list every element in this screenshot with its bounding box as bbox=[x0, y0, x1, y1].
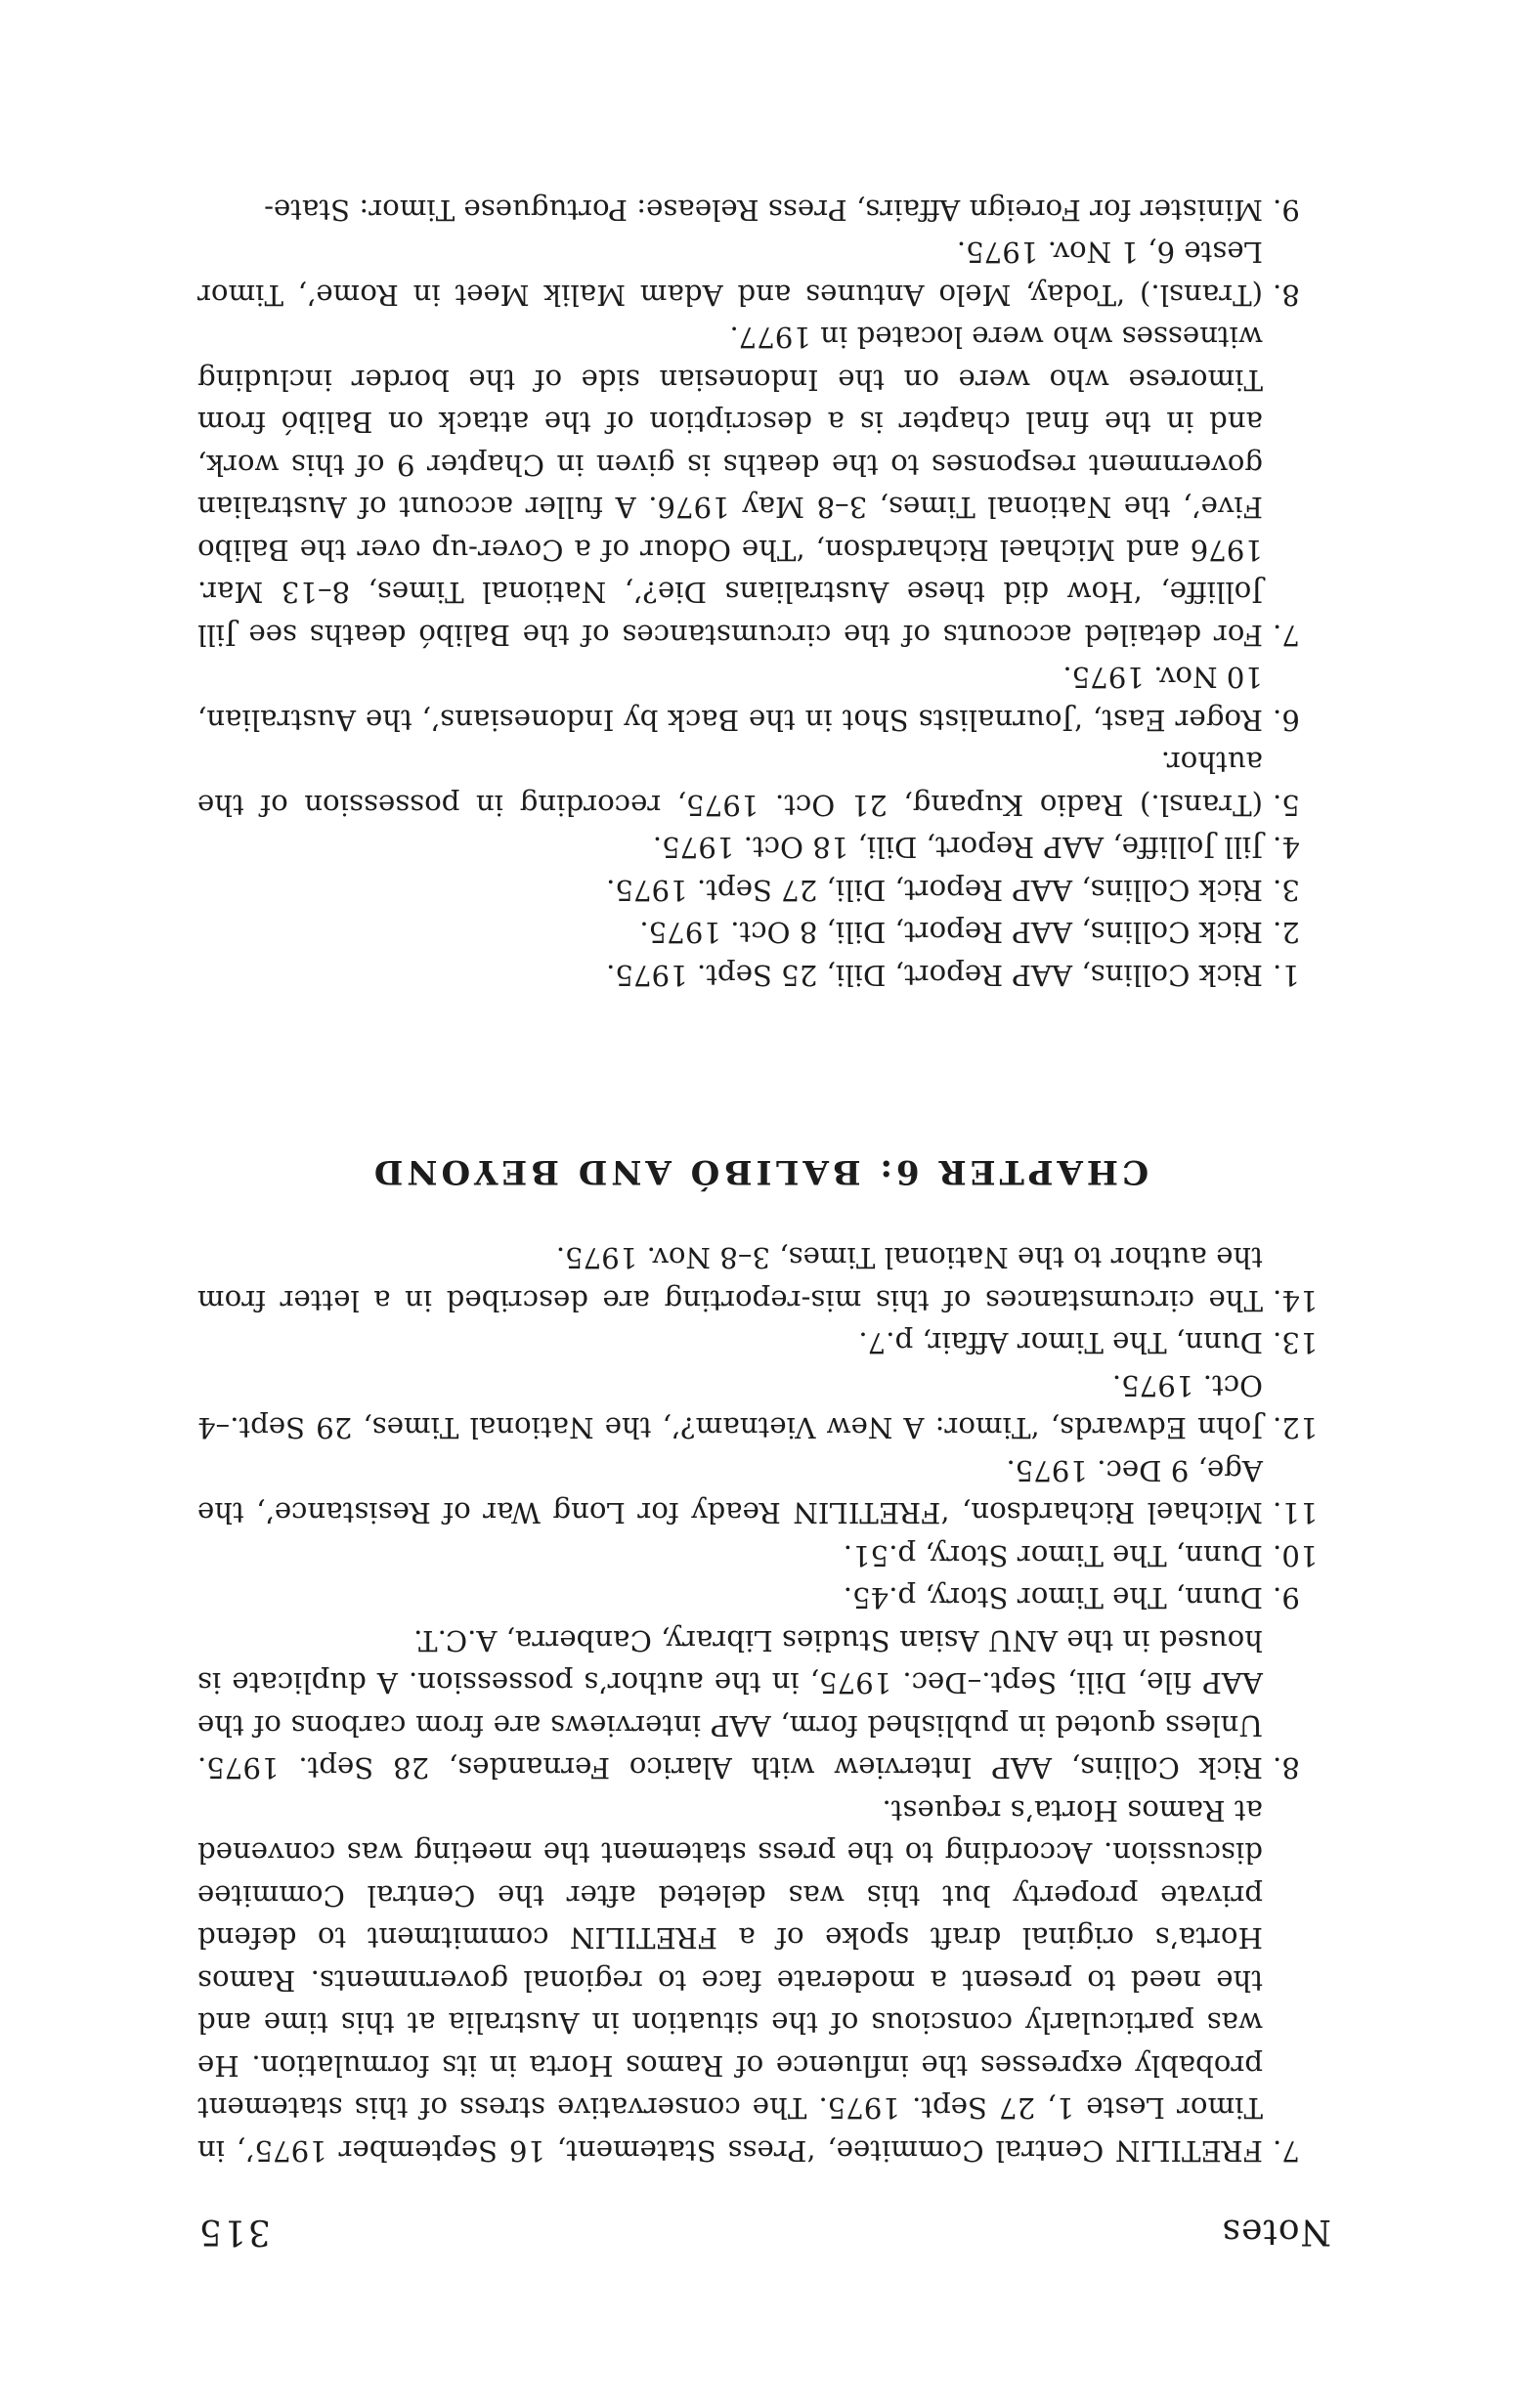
note-number: 8. bbox=[1273, 1751, 1300, 1785]
page-header bbox=[197, 2193, 1331, 2252]
note-number: 4. bbox=[1273, 831, 1300, 865]
note-item bbox=[197, 1364, 1322, 1449]
note-number: 7. bbox=[1273, 2134, 1300, 2168]
note-text: Jill Jolliffe, AAP Report, Dili, 18 Oct. 1975. bbox=[652, 831, 1263, 865]
note-text: John Edwards, ‘Timor: A New Vietnam?’, the National Times, 29 Sept.–4 Oct. 1975. bbox=[197, 1369, 1263, 1445]
note-number: 11. bbox=[1273, 1496, 1319, 1530]
note-item bbox=[197, 1534, 1322, 1577]
note-text: (Transl.) ‘Today, Melo Antunes and Adam Malik Meet in Rome’, Timor Leste 6, 1 Nov. 1975. bbox=[197, 236, 1263, 312]
notes-list-chapter-6 bbox=[197, 189, 1322, 997]
note-text: Roger East, ‘Journalists Shot in the Back by Indonesians’, the Australian, 10 Nov. 1975. bbox=[197, 661, 1263, 737]
note-item bbox=[197, 741, 1322, 826]
note-text: Dunn, The Timor Story, p.51. bbox=[843, 1539, 1263, 1572]
note-text: Rick Collins, AAP Report, Dili, 27 Sept. 1975. bbox=[606, 874, 1263, 907]
note-number: 6. bbox=[1273, 704, 1300, 737]
note-number: 10. bbox=[1273, 1539, 1319, 1572]
note-text: (Transl.) Radio Kupang, 21 Oct. 1975, recording in possession of the author. bbox=[197, 746, 1263, 822]
note-text: FRETILIN Central Commitee, ‘Press Statement, 16 September 1975’, in Timor Leste 1, 27 Sept. 1975. The conservative stress of this statement probably expresses the influence of Ramos Horta in its formulation. He was particularly conscious of the situation in Australia at this time and the need to present a moderate face to regional governments. Ramos Horta’s original draft spoke of a FRETILIN commitment to defend private property but this was deleted after the Central Commitee discussion. According to the press statement the meeting was convened at Ramos Horta’s request. bbox=[197, 1794, 1263, 2168]
note-item bbox=[197, 954, 1322, 997]
note-item bbox=[197, 1789, 1322, 2172]
note-number: 12. bbox=[1273, 1411, 1319, 1445]
note-number: 9. bbox=[1273, 194, 1300, 227]
note-text: The circumstances of this mis-reporting are described in a letter from the author to the National Times, 3–8 Nov. 1975. bbox=[197, 1241, 1263, 1317]
note-number: 5. bbox=[1273, 789, 1300, 822]
note-item bbox=[197, 826, 1322, 869]
note-text: Rick Collins, AAP Report, Dili, 25 Sept. 1975. bbox=[606, 959, 1263, 992]
note-item bbox=[197, 911, 1322, 954]
note-item bbox=[197, 1449, 1322, 1534]
note-item bbox=[197, 316, 1322, 656]
note-item bbox=[197, 1576, 1322, 1619]
note-text: Michael Richardson, ‘FRETILIN Ready for Long War of Resistance’, the Age, 9 Dec. 1975. bbox=[197, 1454, 1263, 1530]
notes-list-chapter-5 bbox=[197, 1236, 1322, 2172]
note-text: Rick Collins, AAP Report, Dili, 8 Oct. 1975. bbox=[639, 916, 1263, 950]
note-number: 13. bbox=[1273, 1326, 1319, 1360]
note-item bbox=[197, 231, 1322, 316]
chapter-heading: CHAPTER 6: BALIBÓ AND BEYOND bbox=[369, 1152, 1149, 1191]
note-number: 2. bbox=[1273, 916, 1300, 950]
page-number: 315 bbox=[197, 2212, 271, 2252]
note-text: Minister for Foreign Affairs, Press Release: Portuguese Timor: State- bbox=[264, 194, 1263, 227]
note-item bbox=[197, 189, 1322, 232]
note-item bbox=[197, 1321, 1322, 1364]
note-item bbox=[197, 1619, 1322, 1789]
notes-section-top bbox=[197, 1236, 1322, 2172]
note-number: 1. bbox=[1273, 959, 1300, 992]
note-number: 3. bbox=[1273, 874, 1300, 907]
running-title: Notes bbox=[1221, 2212, 1331, 2252]
note-item bbox=[197, 869, 1322, 912]
note-text: Rick Collins, AAP Interview with Alarico Fernandes, 28 Sept. 1975. Unless quoted in published form, AAP interviews are from carbons of the AAP file, Dili, Sept.–Dec. 1975, in the author’s possession. A duplicate is housed in the ANU Asian Studies Library, Canberra, A.C.T. bbox=[197, 1624, 1263, 1785]
note-number: 7. bbox=[1273, 619, 1300, 652]
notes-section-bottom bbox=[197, 189, 1322, 997]
note-number: 9. bbox=[1273, 1581, 1300, 1615]
note-item bbox=[197, 1236, 1322, 1321]
note-number: 8. bbox=[1273, 279, 1300, 312]
note-text: Dunn, The Timor Affair, p.7. bbox=[858, 1326, 1263, 1360]
note-text: Dunn, The Timor Story, p.45. bbox=[843, 1581, 1263, 1615]
note-number: 14. bbox=[1273, 1284, 1319, 1317]
note-text: For detailed accounts of the circumstances of the Balibó deaths see Jill Jolliffe, ‘How did these Australians Die?’, National Times, 8–13 Mar. 1976 and Michael Richardson, ‘The Odour of a Cover-up over the Balibo Five’, the National Times, 3–8 May 1976. A fuller account of Australian government responses to the deaths is given in Chapter 9 of this work, and in the final chapter is a description of the attack on Balibó from Timorese who were on the Indonesian side of the border including witnesses who were located in 1977. bbox=[197, 321, 1263, 652]
note-item bbox=[197, 656, 1322, 741]
